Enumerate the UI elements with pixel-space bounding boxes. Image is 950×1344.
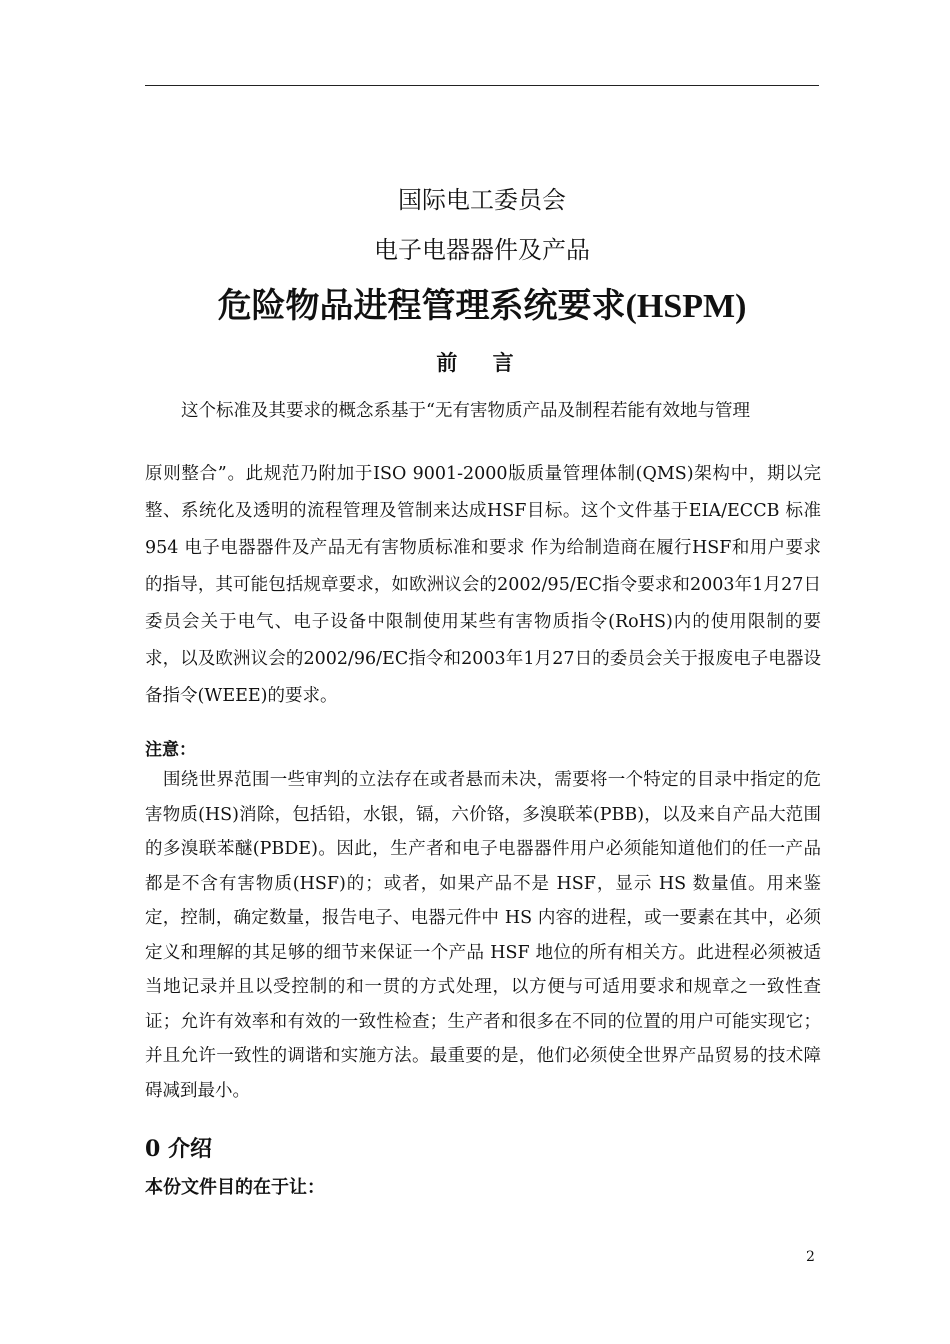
preface-first-line: 这个标准及其要求的概念系基于“无有害物质产品及制程若能有效地与管理 <box>181 401 750 421</box>
document-subtitle: 电子电器器件及产品 <box>374 236 590 264</box>
preface-heading: 前 言 <box>436 350 528 375</box>
section-heading-intro: 0 介绍 <box>145 1136 212 1162</box>
page-number: 2 <box>806 1249 815 1265</box>
document-title: 危险物品进程管理系统要求(HSPM) <box>217 288 747 325</box>
note-label: 注意： <box>145 740 196 760</box>
note-body: 围绕世界范围一些审判的立法存在或者悬而未决，需要将一个特定的目录中指定的危害物质(HS)消除，包括铅，水银，镉，六价铬，多溴联苯(PBB)，以及来自产品大范围的多溴联苯醚(PBDE)。因此，生产者和电子电器器件用户必须能知道他们的任一产品都是不含有害物质(HSF)的；或者，如果产品不是 HSF，显示 HS 数量值。用来鉴定，控制，确定数量，报告电子、电器元件中 HS 内容的进程，或一要素在其中，必须定义和理解的其足够的细节来保证一个产品 HSF 地位的所有相关方。此进程必须被适当地记录并且以受控制的和一贯的方式处理，以方便与可适用要求和规章之一致性查证；允许有效率和有效的一致性检查；生产者和很多在不同的位置的用户可能实现它；并且允许一致性的调谐和实施方法。最重要的是，他们必须使全世界产品贸易的技术障碍减到最小。 <box>145 770 821 1101</box>
org-name: 国际电工委员会 <box>398 186 566 214</box>
header-rule <box>145 85 819 86</box>
preface-body: 原则整合”。此规范乃附加于ISO 9001-2000版质量管理体制(QMS)架构中，期以完整、系统化及透明的流程管理及管制来达成HSF目标。这个文件基于EIA/ECCB 标准954 电子电器器件及产品无有害物质标准和要求 作为给制造商在履行HSF和用户要求的指导，其可能包括规章要求，如欧洲议会的2002/95/EC指令要求和2003年1月27日委员会关于电气、电子设备中限制使用某些有害物质指令(RoHS)内的使用限制的要求，以及欧洲议会的2002/96/EC指令和2003年1月27日的委员会关于报废电子电器设备指令(WEEE)的要求。 <box>145 464 821 706</box>
purpose-heading: 本份文件目的在于让： <box>145 1177 325 1198</box>
